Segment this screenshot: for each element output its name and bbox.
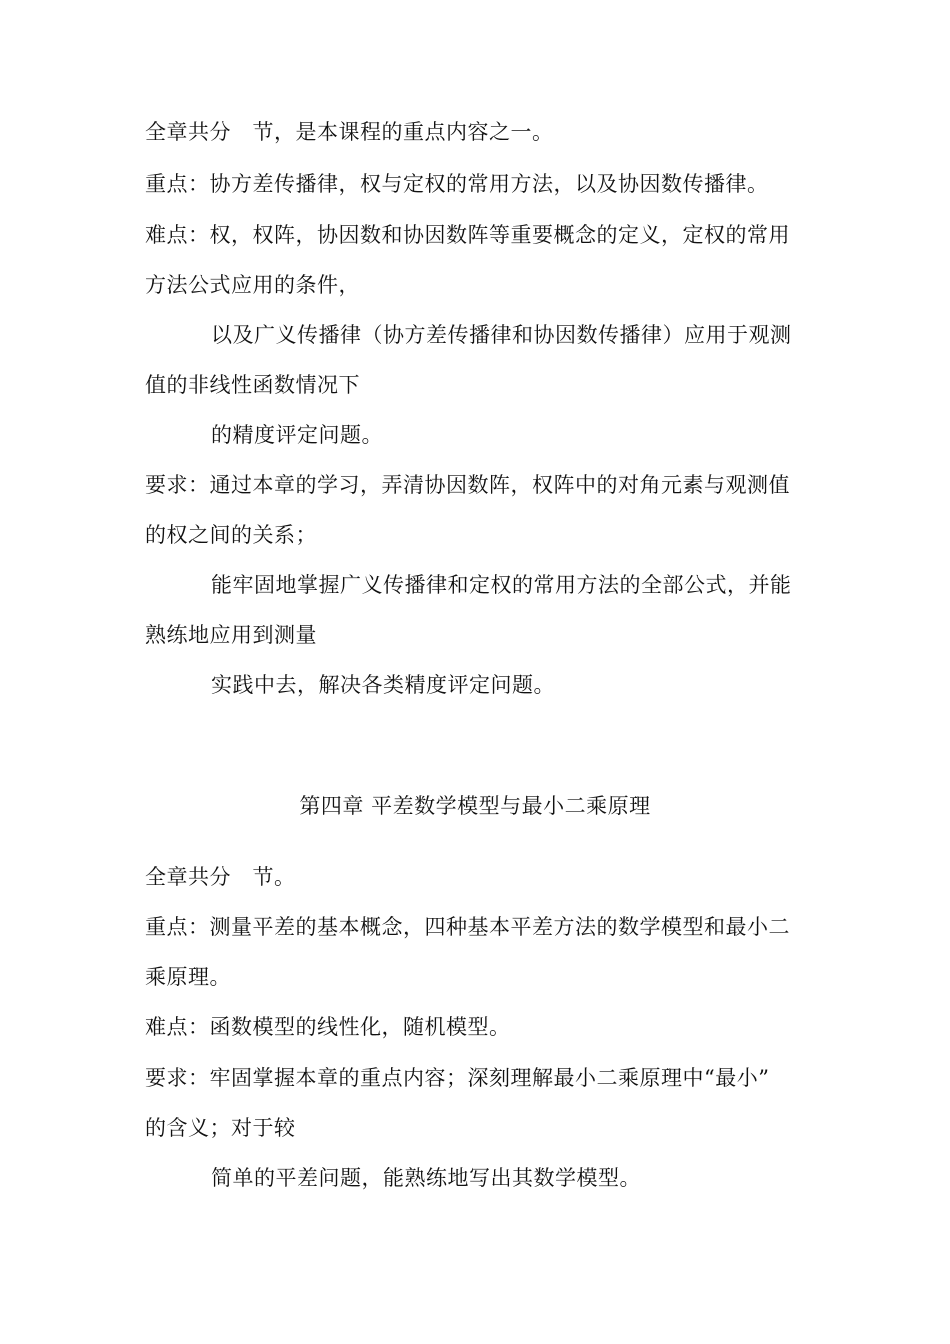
chapter3-requirements-line4: 熟练地应用到测量 xyxy=(145,623,317,647)
chapter4-key-points-line1: 重点：测量平差的基本概念，四种基本平差方法的数学模型和最小二 xyxy=(145,915,790,939)
chapter3-requirements-line5: 实践中去，解决各类精度评定问题。 xyxy=(211,673,555,697)
chapter4-difficulties: 难点：函数模型的线性化，随机模型。 xyxy=(145,1015,511,1039)
chapter3-key-points: 重点：协方差传播律，权与定权的常用方法，以及协因数传播律。 xyxy=(145,172,769,196)
chapter4-requirements-line3: 简单的平差问题，能熟练地写出其数学模型。 xyxy=(211,1166,641,1190)
chapter3-requirements-line2: 的权之间的关系； xyxy=(145,523,317,547)
chapter4-title: 第四章 平差数学模型与最小二乘原理 xyxy=(299,794,651,818)
chapter4-requirements-line2: 的含义；对于较 xyxy=(145,1116,296,1140)
chapter3-difficulties-line4: 值的非线性函数情况下 xyxy=(145,373,360,397)
chapter3-summary: 全章共分 节，是本课程的重点内容之一。 xyxy=(145,120,554,144)
chapter3-difficulties-line3: 以及广义传播律（协方差传播律和协因数传播律）应用于观测 xyxy=(211,323,792,347)
chapter4-requirements-line1: 要求：牢固掌握本章的重点内容；深刻理解最小二乘原理中“最小” xyxy=(145,1066,770,1090)
chapter4-key-points-line2: 乘原理。 xyxy=(145,965,231,989)
chapter4-summary: 全章共分 节。 xyxy=(145,865,296,889)
chapter3-difficulties-line2: 方法公式应用的条件， xyxy=(145,273,360,297)
chapter3-difficulties-line1: 难点：权，权阵，协因数和协因数阵等重要概念的定义，定权的常用 xyxy=(145,223,790,247)
chapter3-requirements-line3: 能牢固地掌握广义传播律和定权的常用方法的全部公式，并能 xyxy=(211,573,792,597)
chapter3-requirements-line1: 要求：通过本章的学习，弄清协因数阵，权阵中的对角元素与观测值 xyxy=(145,473,790,497)
chapter3-difficulties-line5: 的精度评定问题。 xyxy=(211,423,383,447)
